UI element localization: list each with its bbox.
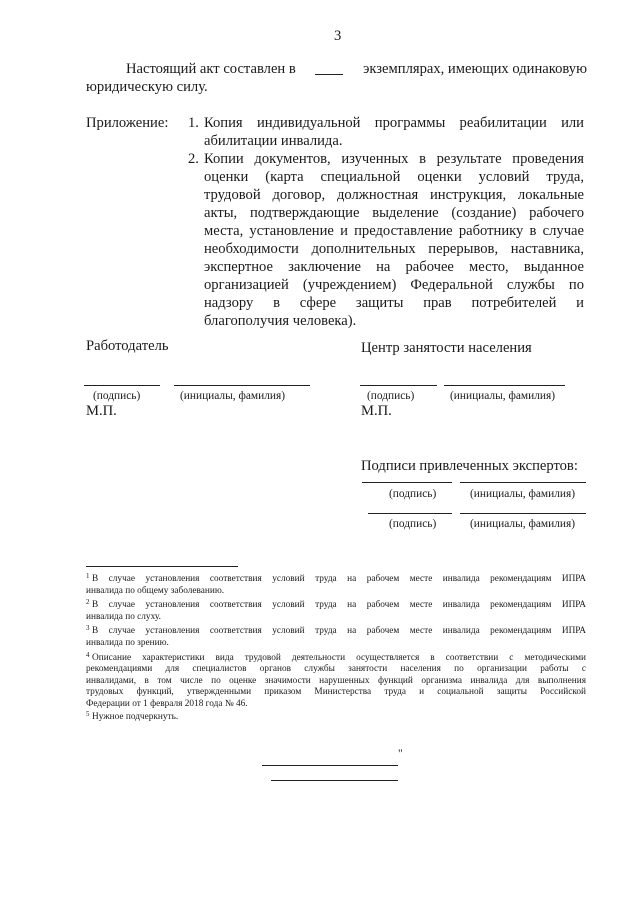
intro-after-blank: экземплярах, имеющих одинаковую [363,61,587,77]
footnote-line: В случае установления соответствия условий труда на рабочем месте инвалида рекомендациям ИПРА [92,626,586,637]
center-signature-line[interactable] [360,385,437,386]
footnote-2 [86,600,586,623]
footnote-mark: 5 [86,709,90,718]
expert-2-signature-line[interactable] [368,513,452,514]
footnote-mark: 4 [86,650,90,659]
attachment-item-2 [188,150,584,330]
intro-line-1 [86,60,587,78]
attachment-item-line: трудовой договор, должностная инструкция, локальные [204,187,584,203]
intro-before-blank: Настоящий акт составлен в [126,61,296,77]
footnote-mark: 3 [86,624,90,633]
experts-heading: Подписи привлеченных экспертов: [361,458,578,474]
footnote-3 [86,626,586,649]
footnote-line: инвалида по общему заболеванию. [86,585,225,596]
closing-quote-mark: " [398,748,403,760]
expert-1-initials-line[interactable] [460,482,586,483]
employer-heading: Работодатель [86,338,169,354]
attachment-item-line: организацией (учреждением) Федеральной службы по [204,277,584,293]
center-initials-line[interactable] [444,385,565,386]
expert-2-initials-line[interactable] [460,513,586,514]
employer-initials-label: (инициалы, фамилия) [180,390,286,402]
expert-2-signature-label: (подпись) [389,518,437,530]
attachment-item-line: места, установление и предоставление работнику в случае [204,223,584,239]
page-number: 3 [334,28,342,44]
center-signature-label: (подпись) [367,390,415,402]
footnote-mark: 1 [86,572,90,580]
footnote-separator [86,566,238,567]
attachment-item-line: экспертное заключение на рабочее место, выданное [204,259,584,275]
attachment-item-line: надзору в сфере защиты прав потребителей и [204,295,584,311]
employer-signature-line[interactable] [84,385,160,386]
center-stamp-label: М.П. [361,403,392,419]
footnotes [86,574,586,723]
attachment-item-line: абилитации инвалида. [204,133,343,149]
footnote-line: рекомендациями для специалистов органов службы занятости населения по организации работы с [86,664,586,675]
attachment-item-number: 1. [188,115,199,131]
attachment-item-number: 2. [188,151,199,167]
attachment-item-line: благополучия человека). [204,313,357,329]
footnote-1 [86,574,586,597]
expert-1-initials-label: (инициалы, фамилия) [470,488,576,500]
footnote-line: В случае установления соответствия условий труда на рабочем месте инвалида рекомендациям ИПРА [92,574,586,584]
employer-signature-label: (подпись) [93,390,141,402]
attachment-label: Приложение: [86,115,169,131]
employer-stamp-label: М.П. [86,403,117,419]
footnote-5 [86,709,586,724]
footnote-line: Федерации от 1 февраля 2018 года № 46. [86,698,248,709]
intro-line-2: юридическую силу. [86,79,208,95]
attachment-item-line: Копия индивидуальной программы реабилитации или [204,115,584,131]
footnote-line: В случае установления соответствия условий труда на рабочем месте инвалида рекомендациям ИПРА [92,600,586,611]
footnote-mark: 2 [86,598,90,607]
footnote-line: трудовых функций, утвержденными приказом Министерства труда и социальной защиты Российской [86,687,586,698]
center-initials-label: (инициалы, фамилия) [450,390,556,402]
footnote-line: инвалида по зрению. [86,637,169,648]
attachment-item-line: оценки (карта специальной оценки условий труда, [204,169,584,185]
employer-initials-line[interactable] [174,385,310,386]
expert-1-signature-line[interactable] [362,482,452,483]
attachment-item-line: необходимости дополнительных перерывов, наставника, [204,241,584,257]
footnote-line: Нужное подчеркнуть. [92,711,179,722]
closing-line-2 [271,780,398,781]
attachment-item-1 [188,114,584,150]
footnote-4 [86,650,586,711]
footnote-line: инвалидами, в том числе по оценке значимости нарушенных функций организма инвалида для выполнения [86,675,586,686]
attachment-item-line: Копии документов, изученных в результате проведения [204,151,584,167]
expert-1-signature-label: (подпись) [389,488,437,500]
footnote-line: Описание характеристики вида трудовой деятельности осуществляется в соответствии с методическими [92,652,586,663]
attachment-item-line: акты, подтверждающие выделение (создание) рабочего [204,205,584,221]
footnote-line: инвалида по слуху. [86,611,161,622]
expert-2-initials-label: (инициалы, фамилия) [470,518,576,530]
attachment-list [188,114,584,330]
closing-line-1 [262,765,398,766]
copies-count-blank[interactable] [315,60,343,75]
employment-center-heading: Центр занятости населения [361,340,532,356]
